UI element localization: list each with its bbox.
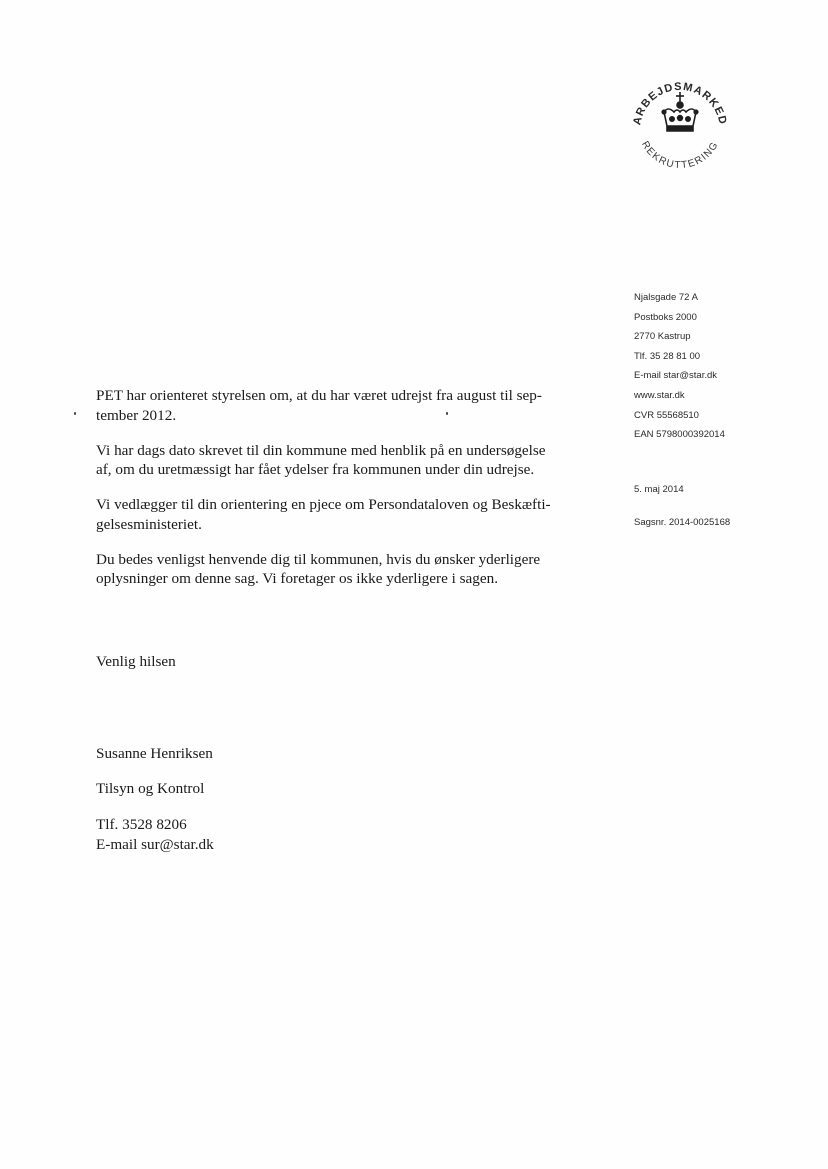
paragraph-2-line-1: Vi har dags dato skrevet til din kommune med henblik på en undersøgelse [96,441,546,459]
paragraph-4 [96,550,596,589]
sender-postal-city: 2770 Kastrup [634,331,691,343]
signer-name: Susanne Henriksen [96,745,213,762]
paragraph-1 [96,386,596,425]
letter-date: 5. maj 2014 [634,484,684,495]
scan-speck [74,412,76,415]
paragraph-3 [96,495,596,534]
signer-email: E-mail sur@star.dk [96,835,214,853]
paragraph-1-line-1: PET har orienteret styrelsen om, at du har været udrejst fra august til sep- [96,387,542,404]
scan-speck [446,412,448,415]
signer-phone: Tlf. 3528 8206 [96,816,187,833]
closing-salutation: Venlig hilsen [96,653,176,670]
letter-body [96,386,596,604]
paragraph-4-line-2: oplysninger om denne sag. Vi foretager os ikke yderligere i sagen. [96,570,499,587]
paragraph-1-line-2: tember 2012. [96,406,177,424]
signer-contact [96,815,214,854]
sender-info [634,288,814,528]
seal-text-bottom: REKRUTTERING [639,139,721,172]
paragraph-3-line-1: Vi vedlægger til din orientering en pjece om Persondataloven og Beskæfti- [96,496,551,513]
case-number: Sagsnr. 2014-0025168 [634,517,731,528]
seal-text-top: ARBEJDSMARKED [631,80,729,127]
sender-ean: EAN 5798000392014 [634,429,725,441]
crown-icon [662,92,698,131]
paragraph-4-line-1: Du bedes venligst henvende dig til kommunen, hvis du ønsker yderligere [96,550,541,568]
paragraph-2-line-2: af, om du uretmæssigt har fået ydelser fra kommunen under din udrejse. [96,461,535,478]
sender-address-street: Njalsgade 72 A [634,292,698,303]
crown-seal-logo [622,68,738,184]
sender-email: E-mail star@star.dk [634,370,718,382]
svg-text:REKRUTTERING [639,139,721,171]
sender-phone: Tlf. 35 28 81 00 [634,350,701,362]
signer-department: Tilsyn og Kontrol [96,780,205,797]
sender-cvr: CVR 55568510 [634,409,699,421]
sender-website: www.star.dk [634,389,685,401]
sender-postbox: Postboks 2000 [634,311,697,323]
paragraph-2 [96,441,596,480]
paragraph-3-line-2: gelsesministeriet. [96,515,202,533]
